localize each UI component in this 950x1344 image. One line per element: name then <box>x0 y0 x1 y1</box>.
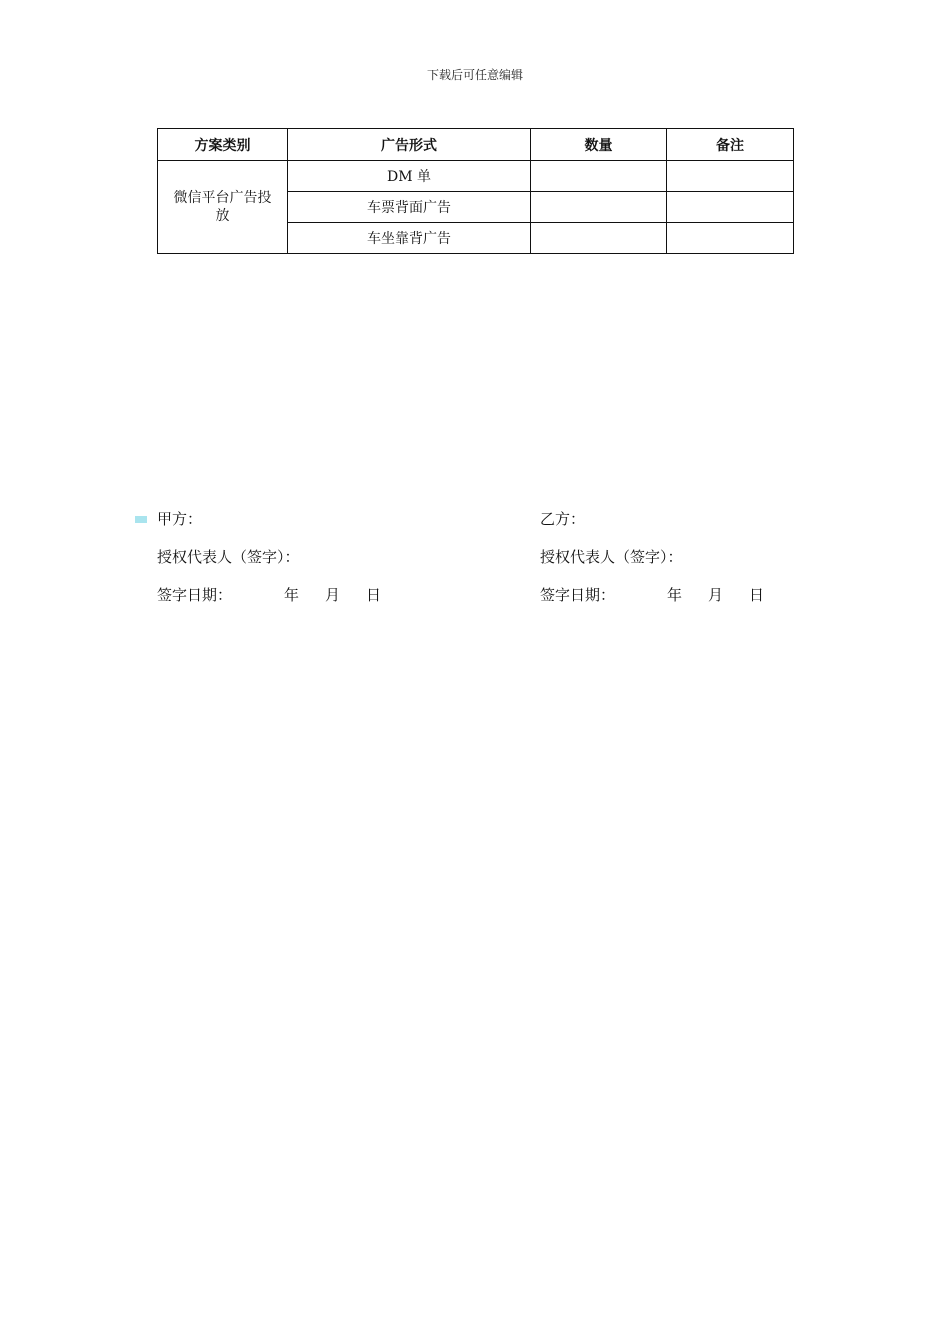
ad-form-cell: DM 单 <box>288 161 531 192</box>
party-a-month: 月 <box>325 586 341 604</box>
quantity-cell[interactable] <box>531 223 667 254</box>
header-note: 下载后可任意编辑 <box>426 68 523 82</box>
header-ad-form: 广告形式 <box>288 129 531 161</box>
party-a-year: 年 <box>284 586 300 604</box>
quantity-cell[interactable] <box>531 161 667 192</box>
party-a-date-label: 签字日期： <box>157 586 233 604</box>
party-a-day: 日 <box>366 586 382 604</box>
party-a-date-line <box>157 585 381 623</box>
category-cell <box>158 161 288 254</box>
note-cell[interactable] <box>667 223 794 254</box>
party-b-date-line <box>540 585 764 623</box>
quantity-cell[interactable] <box>531 192 667 223</box>
header-note: 备注 <box>667 129 794 161</box>
party-b-signature-block <box>540 509 764 623</box>
party-b-year: 年 <box>667 586 683 604</box>
party-a-signature-block <box>157 509 381 623</box>
paragraph-marker <box>135 516 147 523</box>
party-b-date-label: 签字日期： <box>540 586 616 604</box>
party-b-label: 乙方： <box>540 510 586 528</box>
note-cell[interactable] <box>667 161 794 192</box>
party-a-label: 甲方： <box>157 510 203 528</box>
ad-plan-table <box>157 128 794 254</box>
party-b-month: 月 <box>708 586 724 604</box>
table-row <box>158 161 794 192</box>
note-cell[interactable] <box>667 192 794 223</box>
party-a-rep-label: 授权代表人（签字）： <box>157 548 300 566</box>
ad-form-cell: 车坐靠背广告 <box>288 223 531 254</box>
party-b-rep-label: 授权代表人（签字）： <box>540 548 683 566</box>
ad-form-cell: 车票背面广告 <box>288 192 531 223</box>
header-category: 方案类别 <box>158 129 288 161</box>
table-header-row <box>158 129 794 161</box>
header-quantity: 数量 <box>531 129 667 161</box>
party-b-day: 日 <box>749 586 765 604</box>
category-text: 微信平台广告投放 <box>173 190 272 224</box>
